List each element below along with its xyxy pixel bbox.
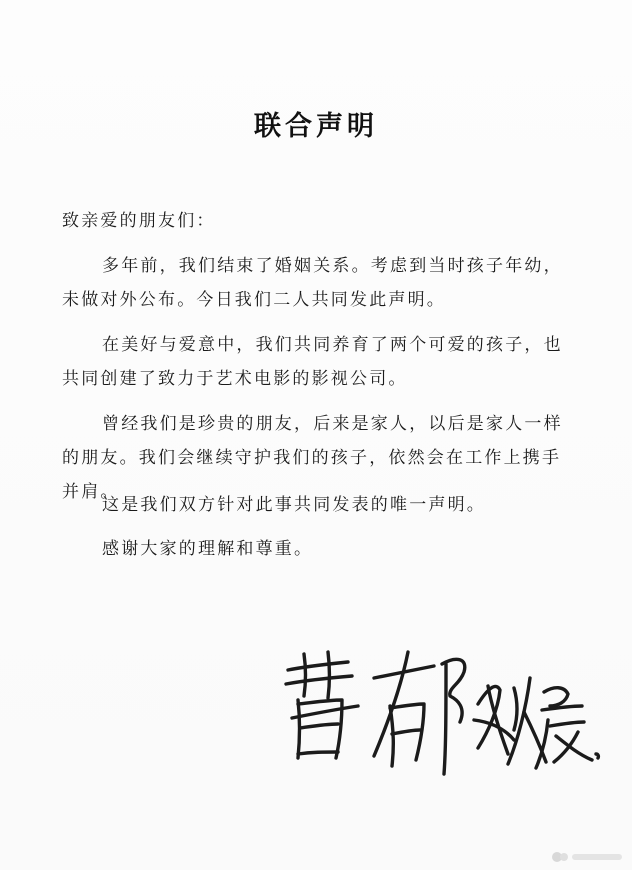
handwritten-signature — [278, 648, 608, 778]
watermark-logo — [550, 850, 624, 864]
paragraph-2: 在美好与爱意中，我们共同养育了两个可爱的孩子，也共同创建了致力于艺术电影的影视公司。 — [62, 335, 563, 389]
paragraph-3: 曾经我们是珍贵的朋友，后来是家人，以后是家人一样的朋友。我们会继续守护我们的孩子，依然会在工作上携手并肩。 — [62, 414, 563, 502]
page-title: 联合声明 — [254, 111, 378, 142]
salutation: 致亲爱的朋友们： — [62, 211, 216, 231]
paragraph-1: 多年前，我们结束了婚姻关系。考虑到当时孩子年幼，未做对外公布。今日我们二人共同发此声明。 — [62, 256, 563, 310]
paragraph-5: 感谢大家的理解和尊重。 — [102, 539, 314, 559]
paragraph-4: 这是我们双方针对此事共同发表的唯一声明。 — [102, 495, 486, 515]
